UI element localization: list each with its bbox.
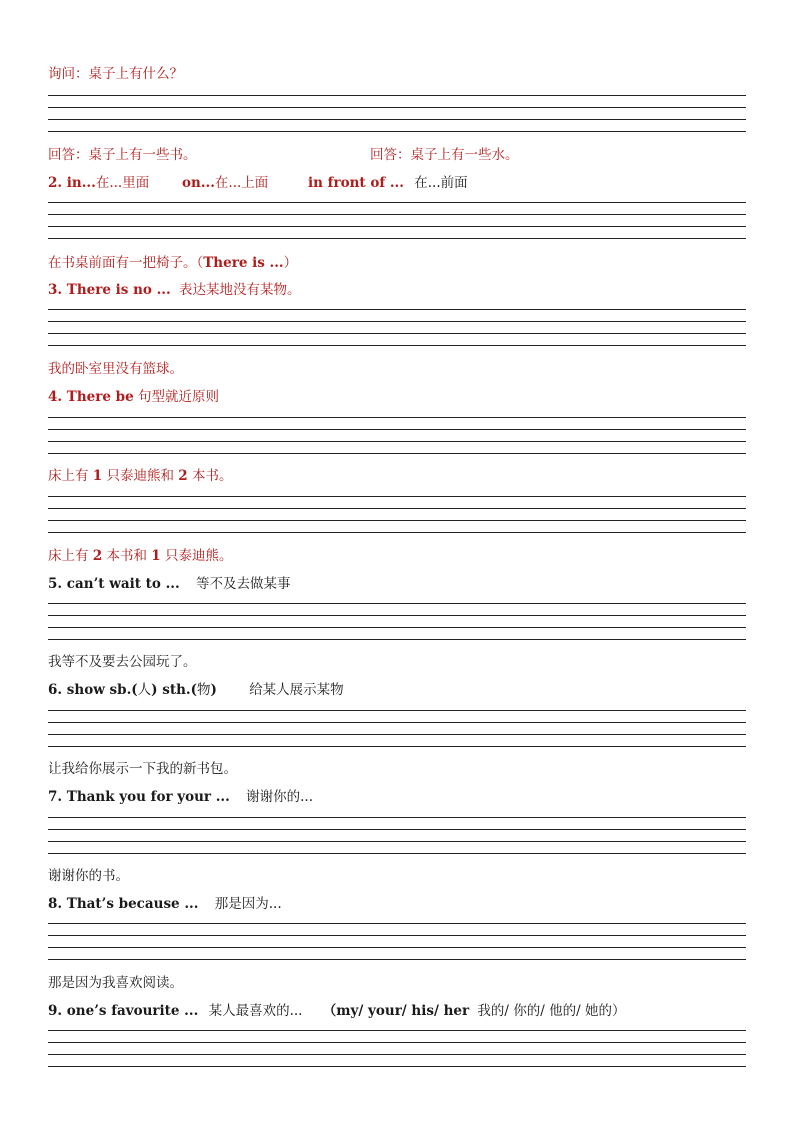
sentence-chair-hint: There is ... [203, 255, 284, 271]
point-6-thing: 物 [197, 682, 211, 698]
writing-line [48, 496, 746, 497]
writing-line [48, 1030, 746, 1031]
writing-line [48, 520, 746, 521]
writing-line [48, 226, 746, 227]
sentence-number: 1 [92, 468, 103, 484]
point-4-meaning: 句型就近原则 [137, 389, 219, 405]
point-2-on [182, 175, 268, 191]
writing-line [48, 817, 746, 818]
point-9-pronouns-meaning: 我的/ 你的/ 他的/ 她的） [477, 1003, 626, 1019]
writing-line [48, 1066, 746, 1067]
point-9-label: 9. one’s favourite ... [48, 1003, 199, 1019]
writing-line [48, 321, 746, 322]
writing-line [48, 1042, 746, 1043]
sentence-reading: 那是因为我喜欢阅读。 [48, 975, 183, 991]
writing-line [48, 238, 746, 239]
answer-water: 回答：桌子上有一些水。 [370, 147, 519, 163]
sentence-text: 床上有 [48, 548, 93, 564]
point-6-person: 人 [137, 682, 152, 698]
writing-line [48, 603, 746, 604]
writing-line [48, 734, 746, 735]
sentence-chair-text: 在书桌前面有一把椅子。（ [48, 255, 204, 271]
point-2-number-in: 2. in... [48, 175, 96, 191]
writing-line [48, 441, 746, 442]
sentence-thanks: 谢谢你的书。 [48, 868, 129, 884]
sentence-text: 床上有 [48, 468, 93, 484]
writing-line [48, 532, 746, 533]
point-2-in-front-of [308, 175, 468, 191]
point-6 [48, 682, 344, 698]
sentence-text: 本书。 [187, 468, 233, 484]
sentence-number: 2 [178, 468, 188, 484]
sentence-number: 2 [92, 548, 103, 564]
sentence-text: 只泰迪熊。 [160, 548, 233, 564]
writing-line [48, 131, 746, 132]
point-2-in-front-label: in front of ... [308, 175, 404, 191]
writing-line [48, 853, 746, 854]
point-2-in-front-meaning: 在...前面 [414, 175, 468, 191]
sentence-chair [48, 255, 297, 271]
point-9 [48, 1003, 625, 1019]
point-9-meaning: 某人最喜欢的... [208, 1003, 303, 1019]
writing-line [48, 345, 746, 346]
writing-line [48, 615, 746, 616]
sentence-bed-books-first [48, 548, 233, 564]
point-6-label: ) sth.( [151, 682, 197, 698]
writing-line [48, 1054, 746, 1055]
writing-line [48, 453, 746, 454]
point-8 [48, 896, 282, 912]
writing-line [48, 639, 746, 640]
point-7 [48, 789, 313, 805]
point-6-label: ) [210, 682, 217, 698]
point-5-meaning: 等不及去做某事 [195, 576, 291, 592]
point-6-label: 6. show sb.( [48, 682, 138, 698]
point-2-in-meaning: 在...里面 [95, 175, 150, 191]
point-5-label: 5. can’t wait to ... [48, 576, 180, 592]
sentence-text: 本书和 [102, 548, 152, 564]
writing-line [48, 508, 746, 509]
writing-line [48, 95, 746, 96]
sentence-park: 我等不及要去公园玩了。 [48, 654, 197, 670]
writing-line [48, 202, 746, 203]
point-4 [48, 389, 219, 405]
sentence-number: 1 [151, 548, 161, 564]
writing-line [48, 429, 746, 430]
writing-line [48, 841, 746, 842]
point-6-meaning: 给某人展示某物 [249, 682, 344, 698]
writing-line [48, 959, 746, 960]
point-2-on-meaning: 在...上面 [214, 175, 269, 191]
writing-line [48, 333, 746, 334]
sentence-basketball: 我的卧室里没有篮球。 [48, 361, 183, 377]
point-3-meaning: 表达某地没有某物。 [179, 282, 301, 298]
writing-line [48, 119, 746, 120]
answer-books: 回答：桌子上有一些书。 [48, 147, 197, 163]
writing-line [48, 746, 746, 747]
point-7-label: 7. Thank you for your ... [48, 789, 230, 805]
sentence-text: 只泰迪熊和 [102, 468, 179, 484]
writing-line [48, 829, 746, 830]
writing-line [48, 710, 746, 711]
writing-line [48, 935, 746, 936]
sentence-schoolbag: 让我给你展示一下我的新书包。 [48, 761, 237, 777]
point-8-label: 8. That’s because ... [48, 896, 199, 912]
point-4-label: 4. There be [48, 389, 134, 405]
writing-line [48, 947, 746, 948]
point-2-prepositions [48, 175, 149, 191]
writing-line [48, 214, 746, 215]
writing-line [48, 107, 746, 108]
point-2-on-label: on... [182, 175, 215, 191]
sentence-chair-close: ） [283, 255, 298, 271]
point-7-meaning: 谢谢你的... [246, 789, 314, 805]
sentence-bed-teddy-first [48, 468, 233, 484]
writing-line [48, 417, 746, 418]
point-5 [48, 576, 290, 592]
writing-line [48, 923, 746, 924]
prompt-ask-desk: 询问：桌子上有什么？ [48, 66, 183, 82]
writing-line [48, 627, 746, 628]
point-3 [48, 282, 301, 298]
point-8-meaning: 那是因为... [214, 896, 282, 912]
writing-line [48, 309, 746, 310]
writing-line [48, 722, 746, 723]
point-3-label: 3. There is no ... [48, 282, 171, 298]
point-9-pronouns: （my/ your/ his/ her [322, 1003, 470, 1019]
